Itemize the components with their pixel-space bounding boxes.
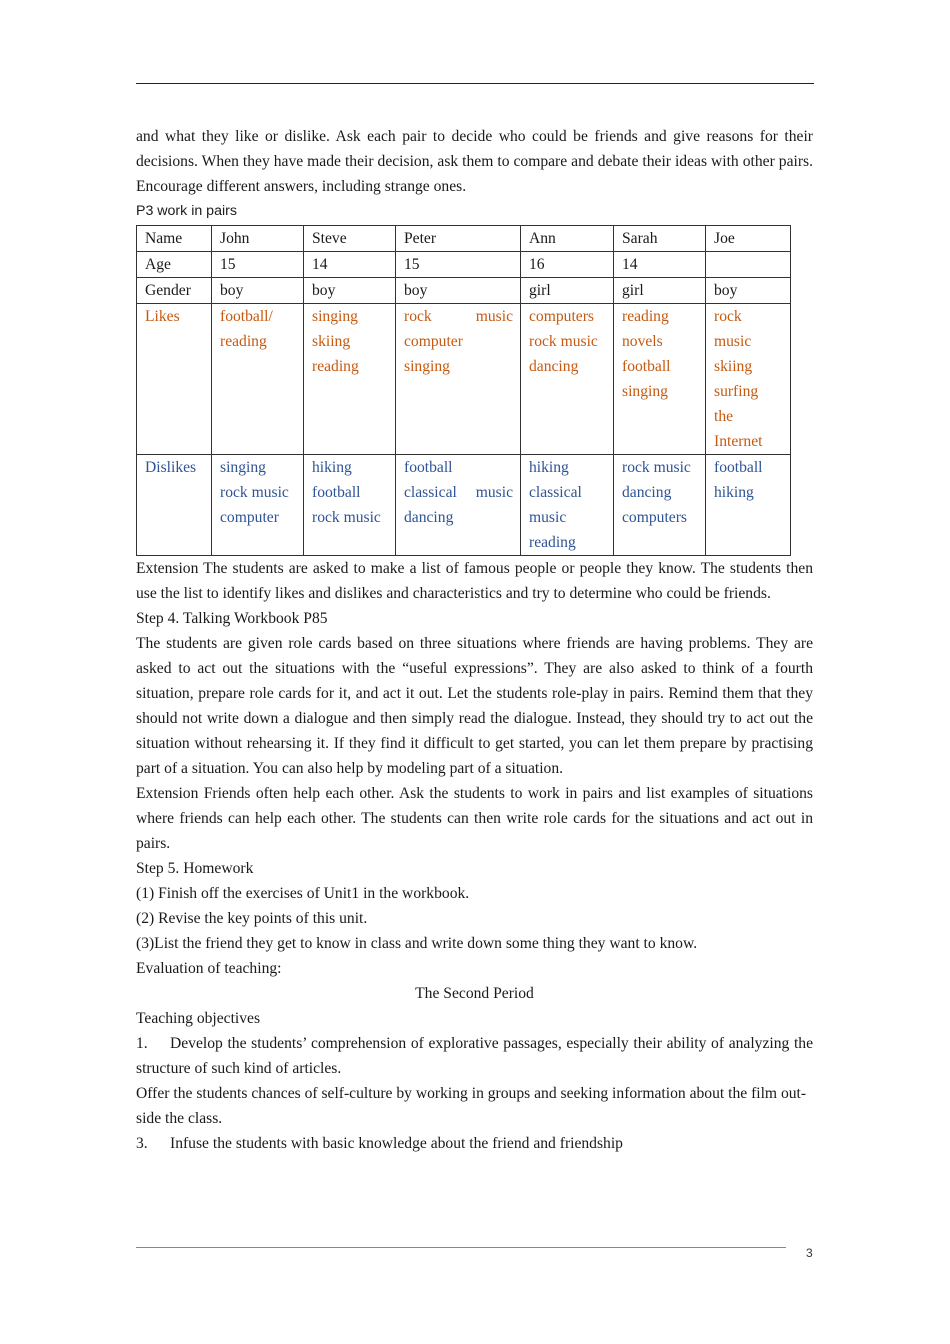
cell-item: rock music: [622, 459, 691, 476]
table-cell: 14: [304, 252, 396, 278]
dislikes-cell: [614, 455, 706, 556]
table-cell: boy: [706, 278, 791, 304]
table-header-cell: Name: [137, 226, 212, 252]
cell-item: surfing: [714, 383, 759, 400]
cell-item: dancing: [529, 358, 579, 375]
cell-item: skiing: [312, 333, 351, 350]
likes-cell: [521, 304, 614, 455]
likes-cell: [706, 304, 791, 455]
table-header-cell: John: [212, 226, 304, 252]
table-cell: girl: [614, 278, 706, 304]
cell-item: rock music: [404, 308, 513, 325]
cell-item: rock music: [529, 333, 598, 350]
table-row-dislikes: [137, 455, 791, 556]
footer-rule: [136, 1247, 786, 1248]
second-period-title: The Second Period: [415, 985, 534, 1002]
table-cell: 15: [396, 252, 521, 278]
table-cell: 14: [614, 252, 706, 278]
step5-heading: Step 5. Homework: [136, 860, 254, 877]
cell-item: dancing: [622, 484, 672, 501]
cell-item: classical music: [404, 484, 513, 501]
objective-1: [136, 1031, 813, 1081]
cell-item: computer: [404, 333, 463, 350]
cell-item: reading: [622, 308, 669, 325]
dislikes-cell: [304, 455, 396, 556]
extension-paragraph-1: Extension The students are asked to make a list of famous people or people they know. The students then use the list to identify likes and dislikes and characteristics and try to determine who could be friends.: [136, 560, 813, 602]
page-content: [136, 124, 813, 1156]
table-cell: 16: [521, 252, 614, 278]
cell-item: rock music: [220, 484, 289, 501]
table-header-cell: Steve: [304, 226, 396, 252]
objective-3-number: 3.: [136, 1135, 148, 1152]
table-caption: P3 work in pairs: [136, 203, 237, 219]
evaluation-heading: Evaluation of teaching:: [136, 960, 282, 977]
header-rule: [136, 83, 814, 84]
table-header-cell: Sarah: [614, 226, 706, 252]
table-row-likes: [137, 304, 791, 455]
cell-item: singing: [312, 308, 358, 325]
likes-cell: [614, 304, 706, 455]
objective-3: [136, 1131, 813, 1156]
dislikes-cell: [706, 455, 791, 556]
dislikes-cell: [212, 455, 304, 556]
table-cell: boy: [396, 278, 521, 304]
table-cell: boy: [304, 278, 396, 304]
table-row-gender: [137, 278, 791, 304]
row-label: Dislikes: [137, 455, 212, 556]
cell-item: rock music: [312, 509, 381, 526]
row-label: Likes: [137, 304, 212, 455]
likes-dislikes-table: [136, 225, 791, 556]
table-header-cell: Joe: [706, 226, 791, 252]
cell-item: reading: [312, 358, 359, 375]
objective-1-text: Develop the students’ comprehension of explorative passages, especially their ability of analyzing the structure of such kind of articles.: [136, 1035, 813, 1077]
objective-2-line-2: side the class.: [136, 1110, 223, 1127]
cell-item: Internet: [714, 433, 763, 450]
table-row-age: [137, 252, 791, 278]
cell-item: novels: [622, 333, 663, 350]
cell-item: football/: [220, 308, 273, 325]
table-cell: 15: [212, 252, 304, 278]
cell-item: football: [404, 459, 453, 476]
table-cell: [706, 252, 791, 278]
cell-item: singing: [622, 383, 668, 400]
cell-item: reading: [529, 534, 576, 551]
table-header-cell: Peter: [396, 226, 521, 252]
objective-3-text: Infuse the students with basic knowledge about the friend and friendship: [170, 1135, 623, 1152]
cell-item: music: [529, 509, 567, 526]
row-label: Age: [137, 252, 212, 278]
table-cell: boy: [212, 278, 304, 304]
cell-item: the: [714, 408, 734, 425]
cell-item: skiing: [714, 358, 753, 375]
cell-item: computers: [529, 308, 594, 325]
cell-item: hiking: [312, 459, 352, 476]
step4-heading: Step 4. Talking Workbook P85: [136, 610, 328, 627]
dislikes-cell: [521, 455, 614, 556]
objective-1-number: 1.: [136, 1035, 148, 1052]
page-number: 3: [806, 1246, 813, 1260]
cell-item: singing: [404, 358, 450, 375]
cell-item: hiking: [529, 459, 569, 476]
objective-2-line-1: Offer the students chances of self-culture by working in groups and seeking information about the film out-: [136, 1085, 807, 1102]
cell-item: reading: [220, 333, 267, 350]
cell-item: football: [622, 358, 671, 375]
cell-item: football: [714, 459, 763, 476]
table-cell: girl: [521, 278, 614, 304]
homework-item-3: (3)List the friend they get to know in class and write down some thing they want to know.: [136, 935, 698, 952]
extension-paragraph-2: Extension Friends often help each other. Ask the students to work in pairs and list examples of situations where friends can help each other. The students can then write role cards for the situations and act out in pairs.: [136, 785, 813, 852]
cell-item: football: [312, 484, 361, 501]
table-header-cell: Ann: [521, 226, 614, 252]
cell-item: singing: [220, 459, 266, 476]
cell-item: rock: [714, 308, 742, 325]
cell-item: music: [714, 333, 752, 350]
cell-item: dancing: [404, 509, 454, 526]
likes-cell: [304, 304, 396, 455]
table-row-name: [137, 226, 791, 252]
step4-paragraph: The students are given role cards based on three situations where friends are having problems. They are asked to act out the situations with the “useful expressions”. They are also asked to think of a fourth situation, prepare role cards for it, and act it out. Let the students role-play in pairs. Remind them that they should not write down a dialogue and then simply read the dialogue. Instead, they should try to act out the situation without rehearsing it. If they find it difficult to get started, you can let them prepare by practising part of a situation. You can also help by modeling part of a situation.: [136, 635, 813, 777]
homework-item-1: (1) Finish off the exercises of Unit1 in the workbook.: [136, 885, 470, 902]
likes-cell: [212, 304, 304, 455]
cell-item: computer: [220, 509, 279, 526]
intro-paragraph: and what they like or dislike. Ask each pair to decide who could be friends and give reasons for their decisions. When they have made their decision, ask them to compare and debate their ideas with other pairs. Encourage different answers, including strange ones.: [136, 128, 813, 195]
cell-item: classical: [529, 484, 582, 501]
cell-item: hiking: [714, 484, 754, 501]
homework-item-2: (2) Revise the key points of this unit.: [136, 910, 368, 927]
likes-cell: [396, 304, 521, 455]
row-label: Gender: [137, 278, 212, 304]
cell-item: computers: [622, 509, 687, 526]
objectives-heading: Teaching objectives: [136, 1010, 261, 1027]
dislikes-cell: [396, 455, 521, 556]
